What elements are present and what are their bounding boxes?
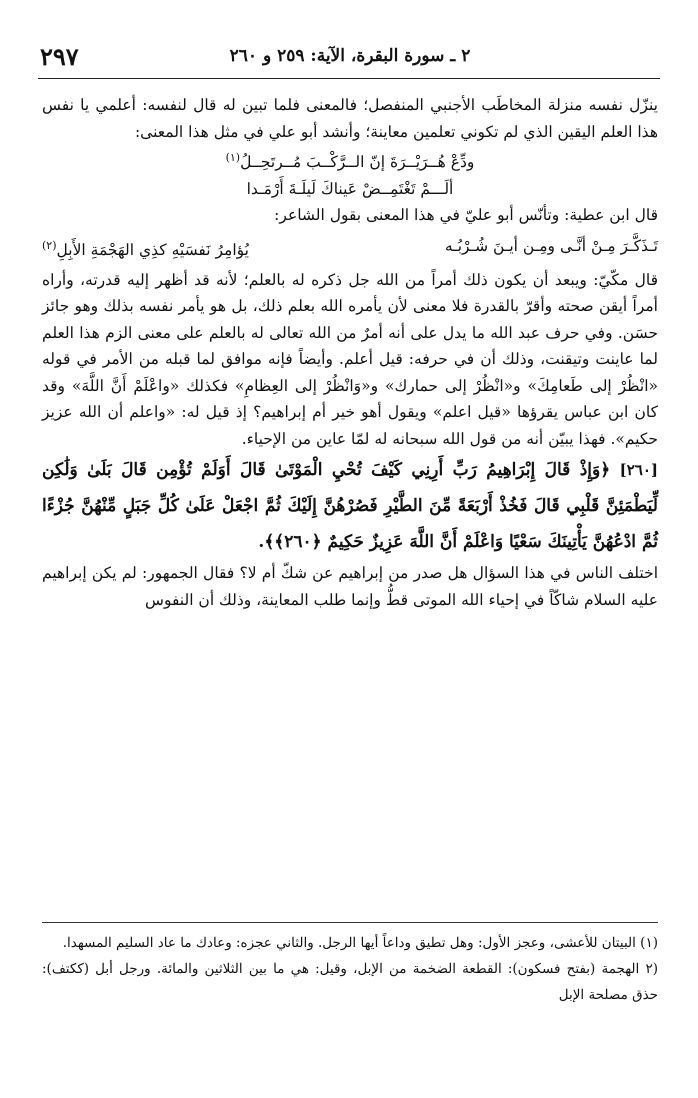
header-rule: [38, 78, 660, 79]
poem-2-hemistich-1: تَـذَكَّـرَ مِـنْ أنَّـى ومِـن أيـنَ شُـرْبُـه: [444, 236, 658, 255]
paragraph-4: اختلف الناس في هذا السؤال هل صدر من إبراهيم عن شكّ أم لا؟ فقال الجمهور: لم يكن إبراهيم عليه السلام شاكّاً في إحياء الله الموتى قطُّ وإنما طلب المعاينة، وذلك أن النفوس: [42, 564, 658, 609]
poem-2-hemistich-2: يُؤامِرُ نَفسَيْهِ كذِي الهَجْمَةِ الأَبِلِ: [56, 240, 249, 259]
poem-1-line-1-text: ودِّعْ هُــرَيْــرَةَ إنّ الــرَّكْــبَ مُــرتَحِــلُ: [240, 153, 475, 172]
running-title: ٢ ـ سورة البقرة، الآية: ٢٥٩ و ٢٦٠: [229, 46, 471, 66]
paragraph-2: قال ابن عطية: وتأنّس أبو عليّ في هذا المعنى بقول الشاعر:: [274, 206, 658, 225]
paragraph-1: ينزّل نفسه منزلة المخاطَب الأجنبي المنفصل؛ فالمعنى فلما تبين له قال لنفسه: أعلمي يا نفس هذا العلم اليقين الذي لم تكوني تعلمين معاينة؛ وأنشد أبو علي في مثل هذا المعنى:: [42, 96, 658, 141]
footnote-1: (١) البيتان للأعشى، وعجز الأول: وهل تطيق وداعاً أيها الرجل. والثاني عجزه: وعادك ما عاد السليم المسهدا.: [62, 935, 658, 951]
footnote-ref-2: (٢): [42, 238, 57, 252]
footnote-rule: [42, 922, 658, 923]
main-text: [42, 92, 658, 613]
quran-verse: [42, 452, 658, 560]
page-number: ٢٩٧: [40, 42, 79, 71]
poem-1-line-2: ألَـــمْ تَغْتَمِــضْ عَيناكَ لَيلَـةَ أَرْمَـدا: [246, 179, 454, 198]
poem-2: [42, 229, 658, 267]
quran-verse-text: ﴿وَإِذْ قَالَ إِبْرَاهِيمُ رَبِّ أَرِنِي كَيْفَ تُحْيِ الْمَوْتَىٰ قَالَ أَوَلَمْ تُؤْمِن قَالَ بَلَىٰ وَلَٰكِن لِّيَطْمَئِنَّ قَلْبِي قَالَ فَخُذْ أَرْبَعَةً مِّنَ الطَّيْرِ فَصُرْهُنَّ إِلَيْكَ ثُمَّ اجْعَلْ عَلَىٰ كُلِّ جَبَلٍ مِّنْهُنَّ جُزْءًا ثُمَّ ادْعُهُنَّ يَأْتِينَكَ سَعْيًا وَاعْلَمْ أَنَّ اللَّهَ عَزِيزٌ حَكِيمٌ ﴿٢٦٠﴾﴾.: [42, 460, 658, 553]
poem-1-line-1: [42, 145, 658, 176]
paragraph-3: قال مكّيّ: ويبعد أن يكون ذلك أمراً من الله جل ذكره له بالعلم؛ لأنه قد أظهر إليه قدرته، وأراه أمراً أيقن صحته وأقرّ بالقدرة فلا معنى لأن يأمره الله بعلم ذلك، بل هو يأمر نفسه بذلك وهو جائز حسَن. وفي حرف عبد الله ما يدل على أنه أمرٌ من الله تعالى له بالعلم على معنى الزم هذا العلم لما عاينت وتيقنت، وذلك أن في حرفه: قيل أعلم. وأيضاً فإنه موافق لما قبله من الأمر في قوله «انْظُرْ إلى طَعامِكَ» و«انْظُرْ إلى حمارك» و«وَانْظُرْ إلى العِظامِ» فكذلك «واعْلَمْ أَنَّ اللَّهَ» وقد كان ابن عباس يقرؤها «قيل اعلم» ويقول أهو خير أم إبراهيم؟ إذ قيل له: «واعلم أن الله عزيز حكيم». فهذا يبيّن أنه من قول الله سبحانه له لمّا عاين من الإحياء.: [42, 270, 658, 448]
footnote-2: (٢ الهجمة (بفتح فسكون): القطعة الضخمة من الإبل، وقيل: هي ما بين الثلاثين والمائة. ورجل أبل (ككتف): حذق مصلحة الإبل: [42, 961, 658, 1003]
poem-2-hemistich-2-wrap: [42, 229, 249, 267]
footnotes: [42, 930, 658, 1008]
footnote-ref-1: (١): [225, 151, 241, 164]
verse-number: [٢٦٠]: [619, 461, 659, 480]
page-header: [0, 0, 698, 80]
